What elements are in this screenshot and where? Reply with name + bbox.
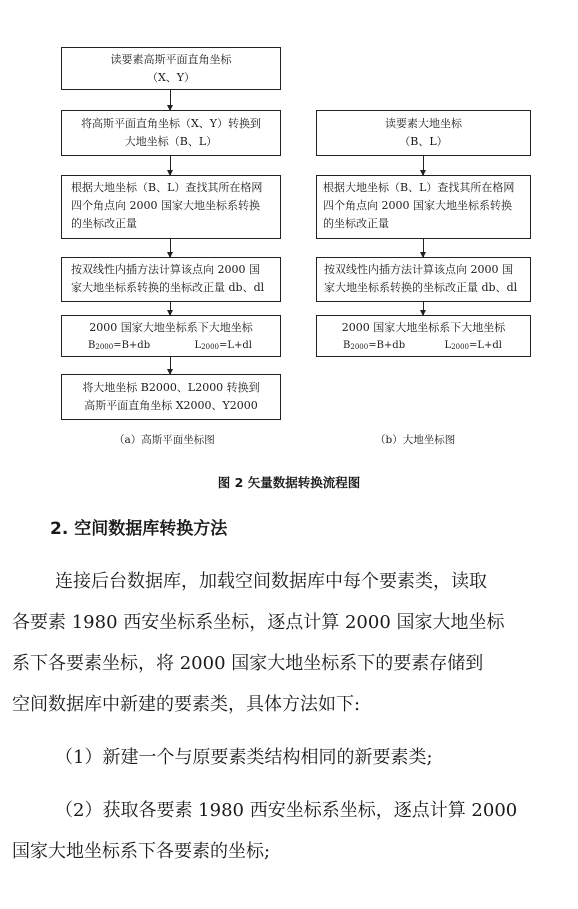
list-item-1: （1）新建一个与原要素类结构相同的新要素类;: [55, 747, 433, 768]
box-text: 2000 国家大地坐标系下大地坐标: [89, 321, 253, 334]
list-item-2: （2）获取各要素 1980 西安坐标系坐标，逐点计算 2000: [55, 800, 518, 821]
box-text: 家大地坐标系转换的坐标改正量 db、dl: [71, 281, 265, 294]
flow-box-read-gauss-coords: [61, 47, 281, 90]
flow-box-find-grid-corrections: [316, 175, 531, 239]
flow-arrow: [170, 156, 171, 175]
formula-l: $L_{2000}=L+dl$: [194, 340, 252, 351]
box-text: 的坐标改正量: [71, 217, 137, 230]
box-text: （B、L）: [399, 135, 448, 148]
box-text: 读要素大地坐标: [385, 117, 462, 130]
figure-title: 图 2 矢量数据转换流程图: [217, 475, 361, 490]
flow-arrow: [170, 239, 171, 257]
paragraph-line: 空间数据库中新建的要素类，具体方法如下:: [12, 694, 361, 715]
list-item-2-continued: 国家大地坐标系下各要素的坐标;: [12, 841, 271, 862]
box-text: 根据大地坐标（B、L）查找其所在格网: [323, 181, 515, 194]
paragraph-line: 各要素 1980 西安坐标系坐标，逐点计算 2000 国家大地坐标: [12, 612, 505, 633]
flow-box-bilinear-interpolation: [316, 257, 531, 302]
box-text: 根据大地坐标（B、L）查找其所在格网: [71, 181, 263, 194]
flow-arrow: [423, 156, 424, 175]
flow-box-geodetic-2000: [61, 315, 281, 357]
box-text: 大地坐标（B、L）: [124, 135, 218, 148]
flow-box-read-geodetic-coords: [316, 110, 531, 156]
box-text: 的坐标改正量: [323, 217, 389, 230]
flow-arrow: [170, 357, 171, 374]
caption-right: （b）大地坐标图: [375, 434, 456, 446]
flow-arrow: [423, 239, 424, 257]
box-text: 将大地坐标 B2000、L2000 转换到: [82, 381, 260, 394]
correction-formula: [317, 337, 530, 356]
box-text: 家大地坐标系转换的坐标改正量 db、dl: [324, 281, 518, 294]
caption-left: （a）高斯平面坐标图: [114, 434, 215, 446]
flow-arrow: [170, 90, 171, 110]
flow-box-geodetic-to-gauss-2000: [61, 374, 281, 420]
flow-box-find-grid-corrections: [61, 175, 281, 239]
box-text: 按双线性内插方法计算该点向 2000 国: [71, 263, 260, 276]
paragraph-line: 系下各要素坐标，将 2000 国家大地坐标系下的要素存储到: [12, 653, 484, 674]
box-text: （X、Y）: [146, 71, 196, 84]
correction-formula: [62, 337, 280, 356]
box-text: 将高斯平面直角坐标（X、Y）转换到: [80, 117, 262, 130]
section-heading: 2. 空间数据库转换方法: [50, 519, 228, 539]
flow-box-bilinear-interpolation: [61, 257, 281, 302]
flow-arrow: [170, 302, 171, 315]
flow-box-geodetic-2000: [316, 315, 531, 357]
formula-b: $B_{2000}=B+db$: [343, 340, 406, 351]
box-text: 高斯平面直角坐标 X2000、Y2000: [84, 399, 258, 412]
flow-arrow: [423, 302, 424, 315]
box-text: 按双线性内插方法计算该点向 2000 国: [324, 263, 513, 276]
box-text: 读要素高斯平面直角坐标: [110, 53, 232, 66]
box-text: 四个角点向 2000 国家大地坐标系转换: [323, 199, 512, 212]
formula-b: $B_{2000}=B+db$: [88, 340, 151, 351]
flow-box-gauss-to-geodetic: [61, 110, 281, 156]
paragraph-line: 连接后台数据库，加载空间数据库中每个要素类，读取: [55, 571, 487, 592]
formula-l: $L_{2000}=L+dl$: [444, 340, 502, 351]
box-text: 四个角点向 2000 国家大地坐标系转换: [71, 199, 260, 212]
box-text: 2000 国家大地坐标系下大地坐标: [341, 321, 506, 334]
